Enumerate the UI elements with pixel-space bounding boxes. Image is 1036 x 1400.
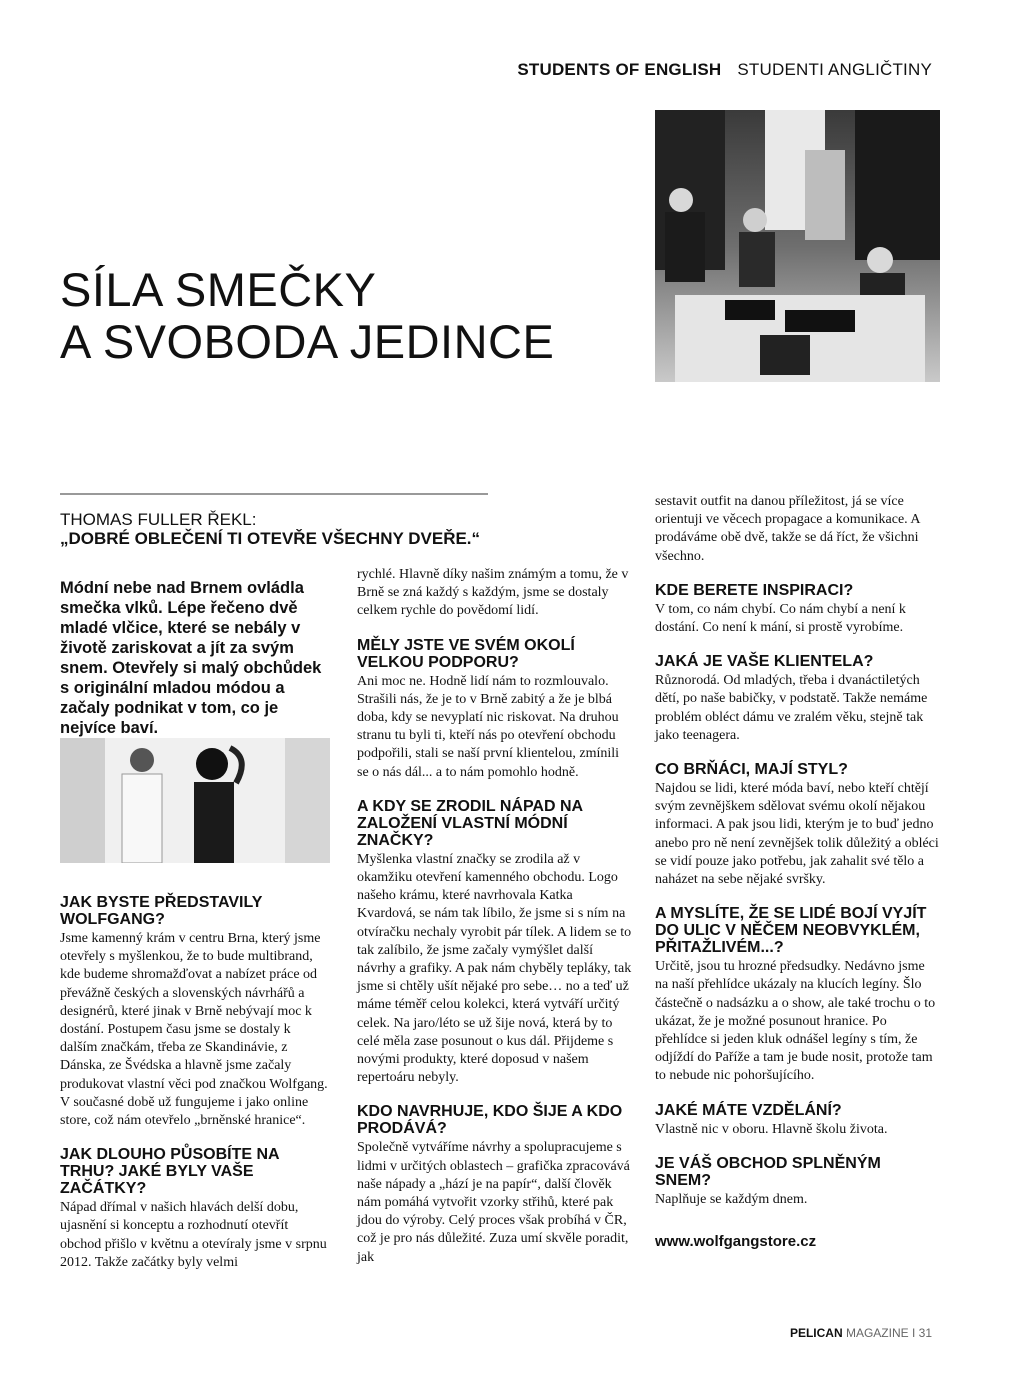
article-title-line-1: SÍLA SMEČKY	[60, 263, 377, 316]
question-heading: A KDY SE ZRODIL NÁPAD NA ZALOŽENÍ VLASTNÍ MÓDNÍ ZNAČKY?	[357, 797, 583, 849]
answer-text: Ani moc ne. Hodně lidí nám to rozmlouvalo. Strašili nás, že je to v Brně zabitý a že je blbá doba, kdy se nevyplatí nic riskovat. Na druhou stranu tu byli ti, kteří nás po otevření obchodu podpořili, stali se naší první klientelou, zmínili se o nás dál... a to nám pomohlo hodně.	[357, 673, 620, 780]
section-header	[517, 60, 932, 80]
answer-text-continued: rychlé. Hlavně díky našim známým a tomu, že v Brně se zná každý s každým, jsme se dostaly celkem rychle do povědomí lidí.	[357, 567, 629, 619]
article-title	[60, 264, 554, 368]
shop-interior-photo	[655, 110, 940, 382]
answer-text: Různorodá. Od mladých, třeba i dvanáctiletých dětí, po naše babičky, v podstatě. Takže nemáme problém obléct dámu ve zralém věku, stejně tak jako teenagera.	[655, 673, 928, 743]
column-3	[655, 493, 940, 1251]
lead-paragraph: Módní nebe nad Brnem ovládla smečka vlků. Lépe řečeno dvě mladé vlčice, které se nebály v životě zariskovat a jít za svým snem. Otevřely si malý obchůdek s originální mladou módou a začaly podnikat v tom, co je nejvíce baví.	[60, 579, 322, 737]
answer-text: Jsme kamenný krám v centru Brna, který jsme otevřely s myšlenkou, že to bude multibrand, kde budeme shromažďovat a nabízet práce od převážně českých a slovenských návrhářů a designérů, které jinak v Brně nebývají moc k dostání. Postupem času jsme se dostaly k dalším značkám, třeba ze Skandinávie, z Dánska, ze Švédska a hlavně jsme začaly produkovat vlastní věci pod značkou Wolfgang. V současné době už fungujeme i jako online store, což nám otevřelo „brněnské hranice“.	[60, 931, 328, 1129]
section-label-czech: STUDENTI ANGLIČTINY	[737, 60, 932, 79]
website-link[interactable]: www.wolfgangstore.cz	[655, 1233, 817, 1251]
question-heading: CO BRŇÁCI, MAJÍ STYL?	[655, 761, 848, 779]
article-title-line-2: A SVOBODA JEDINCE	[60, 315, 555, 368]
models-image	[60, 738, 330, 863]
question-heading: A MYSLÍTE, ŽE SE LIDÉ BOJÍ VYJÍT DO ULIC V NĚČEM NEOBVYKLÉM, PŘITAŽLIVÉM...?	[655, 905, 927, 957]
question-heading: MĚLY JSTE VE SVÉM OKOLÍ VELKOU PODPORU?	[357, 636, 575, 671]
answer-text: Společně vytváříme návrhy a spolupracujeme s lidmi v určitých oblastech – grafička zpracovává naše nápady a „hází je na papír“, další člověk nám pomáhá vytvořit vzorky střihů, které pak jdou do výroby. Celý proces však probíhá v ČR, což je pro nás důležité. Zuza umí skvěle poradit, jak	[357, 1140, 630, 1265]
question-heading: KDO NAVRHUJE, KDO ŠIJE A KDO PRODÁVÁ?	[357, 1103, 623, 1138]
quote-author: THOMAS FULLER ŘEKL:	[60, 510, 257, 529]
answer-text: Vlastně nic v oboru. Hlavně školu života.	[655, 1121, 888, 1137]
question-heading: JAK BYSTE PŘEDSTAVILY WOLFGANG?	[60, 894, 263, 928]
divider-rule	[60, 493, 488, 495]
answer-text: Naplňuje se každým dnem.	[655, 1191, 808, 1207]
column-1	[60, 878, 330, 1272]
models-photo	[60, 738, 330, 863]
question-heading: KDE BERETE INSPIRACI?	[655, 581, 854, 599]
question-heading: JAK DLOUHO PŮSOBÍTE NA TRHU? JAKÉ BYLY VAŠE ZAČÁTKY?	[60, 1146, 279, 1198]
answer-text: Určitě, jsou tu hrozné předsudky. Nedávno jsme na naší přehlídce ukázaly na klucích legíny. Šlo částečně o nadsázku a o show, ale také trochu o to ukázat, že je možné posunout hranice. Po přehlídce si jeden kluk odnášel legíny s tím, že odjíždí do Paříže a tam je bude nosit, protože tam to nebude nic pohoršujícího.	[655, 959, 936, 1084]
answer-text: Najdou se lidi, které móda baví, nebo kteří chtějí svým zevnějškem sdělovat svému okolí nějakou informaci. A pak jsou lidi, kterým je to buď jedno anebo pro ně není zevnějšek tolik důležitý a obléci se vidí pouze jako potřebu, jak zahalit své tělo a naházet na sebe nějaké svršky.	[655, 781, 939, 888]
answer-text: V tom, co nám chybí. Co nám chybí a není k dostání. Co není k mání, si prostě vyrobíme.	[655, 601, 906, 636]
footer-brand: PELICAN	[789, 1326, 843, 1340]
question-heading: JAKÉ MÁTE VZDĚLÁNÍ?	[655, 1101, 842, 1119]
answer-text-continued: sestavit outfit na danou příležitost, já se více orientuji ve věcech propagace a komunikace. A prodáváme obě dvě, takže se dá říct, že všichni všechno.	[655, 494, 920, 564]
question-heading: JAKÁ JE VAŠE KLIENTELA?	[655, 653, 874, 671]
section-label-english: STUDENTS OF ENGLISH	[517, 60, 722, 79]
shop-interior-image	[655, 110, 940, 382]
pull-quote	[60, 510, 490, 548]
quote-text: „DOBRÉ OBLEČENÍ TI OTEVŘE VŠECHNY DVEŘE.“	[60, 529, 481, 548]
footer-magazine: MAGAZINE	[845, 1326, 909, 1340]
column-2	[357, 566, 632, 1267]
answer-text: Nápad dřímal v našich hlavách delší dobu, ujasnění si konceptu a rozhodnutí otevřít obchod přišlo v květnu a otevíraly jsme v srpnu 2012. Takže začátky byly velmi	[60, 1200, 327, 1270]
question-heading: JE VÁŠ OBCHOD SPLNĚNÝM SNEM?	[655, 1154, 881, 1189]
answer-text: Myšlenka vlastní značky se zrodila až v okamžiku otevření kamenného obchodu. Logo našeho krámu, které navrhovala Katka Kvardová, se nám tak líbilo, že jsme si s ním na otvíračku nechaly vyrobit pár tílek. A lidem se to tak zalíbilo, že jsme začaly vymýšlet další návrhy a grafiky. A pak nám chyběly tepláky, tak jsme si chtěly ušít nějaké pro sebe… no a teď už máme téměř celou kolekci, která vytváří určitý celek. Na jaro/léto se už šije nová, která by to celé měla zase posunout o kus dál. Přijdeme s novými produkty, které doposud v našem repertoáru nebyly.	[357, 851, 632, 1086]
page-footer	[790, 1326, 932, 1340]
page-number: I 31	[911, 1326, 932, 1340]
